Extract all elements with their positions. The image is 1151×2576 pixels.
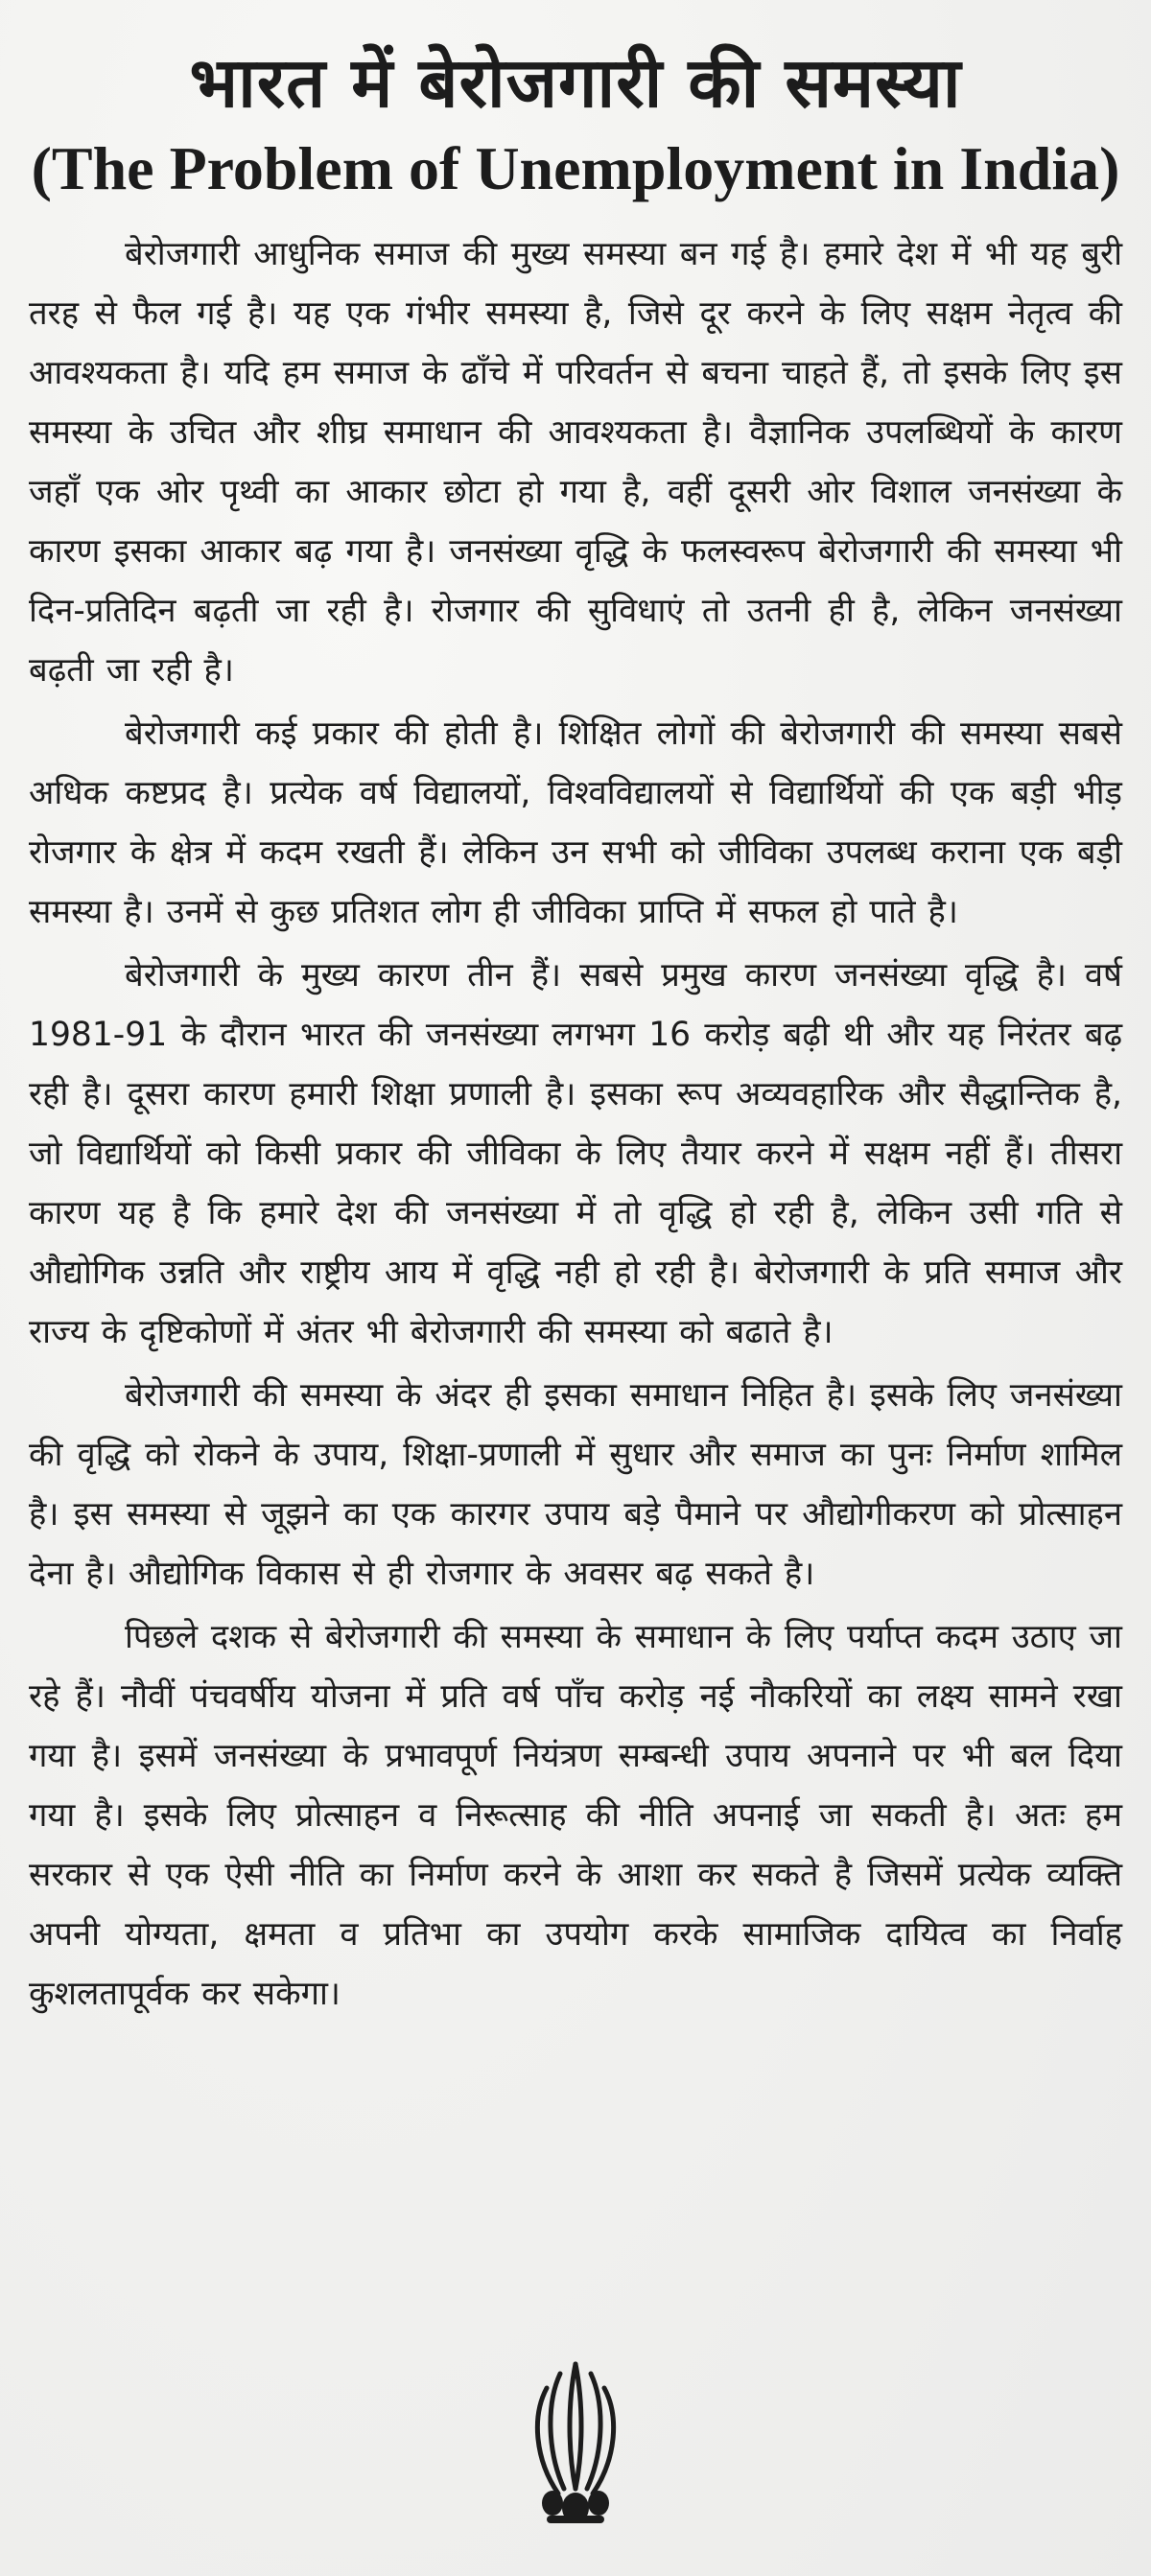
page-title-hindi: भारत में बेरोजगारी की समस्या: [189, 42, 962, 123]
paragraph-3: बेरोजगारी के मुख्य कारण तीन हैं। सबसे प्रमुख कारण जनसंख्या वृद्धि है। वर्ष 1981-91 के दौरान भारत की जनसंख्या लगभग 16 करोड़ बढ़ी थी और यह निरंतर बढ़ रही है। दूसरा कारण हमारी शिक्षा प्रणाली है। इसका रूप अव्यवहारिक और सैद्धान्तिक है, जो विद्यार्थियों को किसी प्रकार की जीविका के लिए तैयार करने में सक्षम नहीं हैं। तीसरा कारण यह है कि हमारे देश की जनसंख्या में तो वृद्धि हो रही है, लेकिन उसी गति से औद्योगिक उन्नति और राष्ट्रीय आय में वृद्धि नही हो रही है। बेरोजगारी के प्रति समाज और राज्य के दृष्टिकोणों में अंतर भी बेरोजगारी की समस्या को बढाते है।: [29, 956, 1123, 1351]
page-title-english: (The Problem of Unemployment in India): [31, 134, 1120, 202]
paragraph-2: बेरोजगारी कई प्रकार की होती है। शिक्षित लोगों की बेरोजगारी की समस्या सबसे अधिक कष्टप्रद है। प्रत्येक वर्ष विद्यालयों, विश्वविद्यालयों से विद्यार्थियों की एक बड़ी भीड़ रोजगार के क्षेत्र में कदम रखती हैं। लेकिन उन सभी को जीविका उपलब्ध कराना एक बड़ी समस्या है। उनमें से कुछ प्रतिशत लोग ही जीविका प्राप्ति में सफल हो पाते है।: [29, 714, 1122, 931]
paragraph-5: पिछले दशक से बेरोजगारी की समस्या के समाधान के लिए पर्याप्त कदम उठाए जा रहे हैं। नौवीं पंचवर्षीय योजना में प्रति वर्ष पाँच करोड़ नई नौकरियों का लक्ष्य सामने रखा गया है। इसमें जनसंख्या के प्रभावपूर्ण नियंत्रण सम्बन्धी उपाय अपनाने पर भी बल दिया गया है। इसके लिए प्रोत्साहन व निरूत्साह की नीति अपनाई जा सकती है। अतः हम सरकार से एक ऐसी नीति का निर्माण करने के आशा कर सकते है जिसमें प्रत्येक व्यक्ति अपनी योग्यता, क्षमता व प्रतिभा का उपयोग करके सामाजिक दायित्व का निर्वाह कुशलतापूर्वक कर सकेगा।: [29, 1618, 1122, 2013]
decorative-ornament-icon: [518, 2345, 633, 2537]
essay-body: [29, 224, 1122, 2024]
paragraph-1: बेरोजगारी आधुनिक समाज की मुख्य समस्या बन गई है। हमारे देश में भी यह बुरी तरह से फैल गई है। यह एक गंभीर समस्या है, जिसे दूर करने के लिए सक्षम नेतृत्व की आवश्यकता है। यदि हम समाज के ढाँचे में परिवर्तन से बचना चाहते हैं, तो इसके लिए इस समस्या के उचित और शीघ्र समाधान की आवश्यकता है। वैज्ञानिक उपलब्धियों के कारण जहाँ एक ओर पृथ्वी का आकार छोटा हो गया है, वहीं दूसरी ओर विशाल जनसंख्या के कारण इसका आकार बढ़ गया है। जनसंख्या वृद्धि के फलस्वरूप बेरोजगारी की समस्या भी दिन-प्रतिदिन बढ़ती जा रही है। रोजगार की सुविधाएं तो उतनी ही है, लेकिन जनसंख्या बढ़ती जा रही है।: [29, 235, 1122, 690]
paragraph-4: बेरोजगारी की समस्या के अंदर ही इसका समाधान निहित है। इसके लिए जनसंख्या की वृद्धि को रोकने के उपाय, शिक्षा-प्रणाली में सुधार और समाज का पुनः निर्माण शामिल है। इस समस्या से जूझने का एक कारगर उपाय बड़े पैमाने पर औद्योगीकरण को प्रोत्साहन देना है। औद्योगिक विकास से ही रोजगार के अवसर बढ़ सकते है।: [29, 1376, 1122, 1593]
